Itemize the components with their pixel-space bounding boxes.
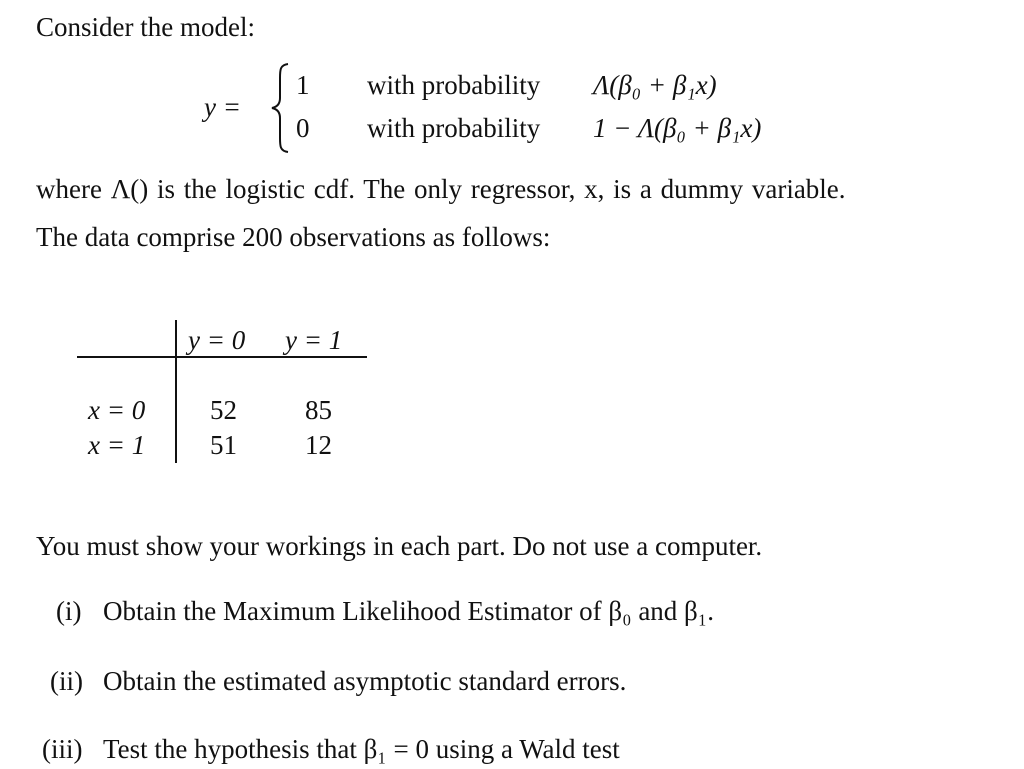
table-cell: 52 xyxy=(210,395,237,425)
row-label: x = 1 xyxy=(88,430,146,460)
equation-lhs: y = xyxy=(204,92,241,122)
paragraph-line2: The data comprise 200 observations as follows: xyxy=(36,222,551,252)
paragraph-line1: where Λ() is the logistic cdf. The only regressor, x, is a dummy variable. xyxy=(36,174,846,204)
question-text: Obtain the estimated asymptotic standard errors. xyxy=(103,666,627,696)
row-label: x = 0 xyxy=(88,395,146,425)
question-text: Test the hypothesis that β₁ = 0 using a Wald test xyxy=(103,734,620,764)
case1-text: with probability xyxy=(367,70,541,100)
case0-value: 0 xyxy=(296,113,310,143)
table-cell: 85 xyxy=(305,395,332,425)
question-number: (iii) xyxy=(42,734,83,764)
case1-value: 1 xyxy=(296,70,310,100)
table-cell: 51 xyxy=(210,430,237,460)
table-vertical-rule xyxy=(175,320,177,463)
instruction-text: You must show your workings in each part. Do not use a computer. xyxy=(36,531,763,561)
intro-text: Consider the model: xyxy=(36,12,255,42)
column-header: y = 1 xyxy=(285,325,343,355)
column-header: y = 0 xyxy=(188,325,246,355)
case0-text: with probability xyxy=(367,113,541,143)
table-cell: 12 xyxy=(305,430,332,460)
left-brace xyxy=(270,62,290,154)
table-horizontal-rule xyxy=(77,356,367,358)
case1-prob: Λ(β₀ + β₁x) xyxy=(593,70,717,100)
question-text: Obtain the Maximum Likelihood Estimator of β₀ and β₁. xyxy=(103,596,714,626)
question-number: (ii) xyxy=(50,666,83,696)
case0-prob: 1 − Λ(β₀ + β₁x) xyxy=(593,113,762,143)
question-number: (i) xyxy=(56,596,82,626)
